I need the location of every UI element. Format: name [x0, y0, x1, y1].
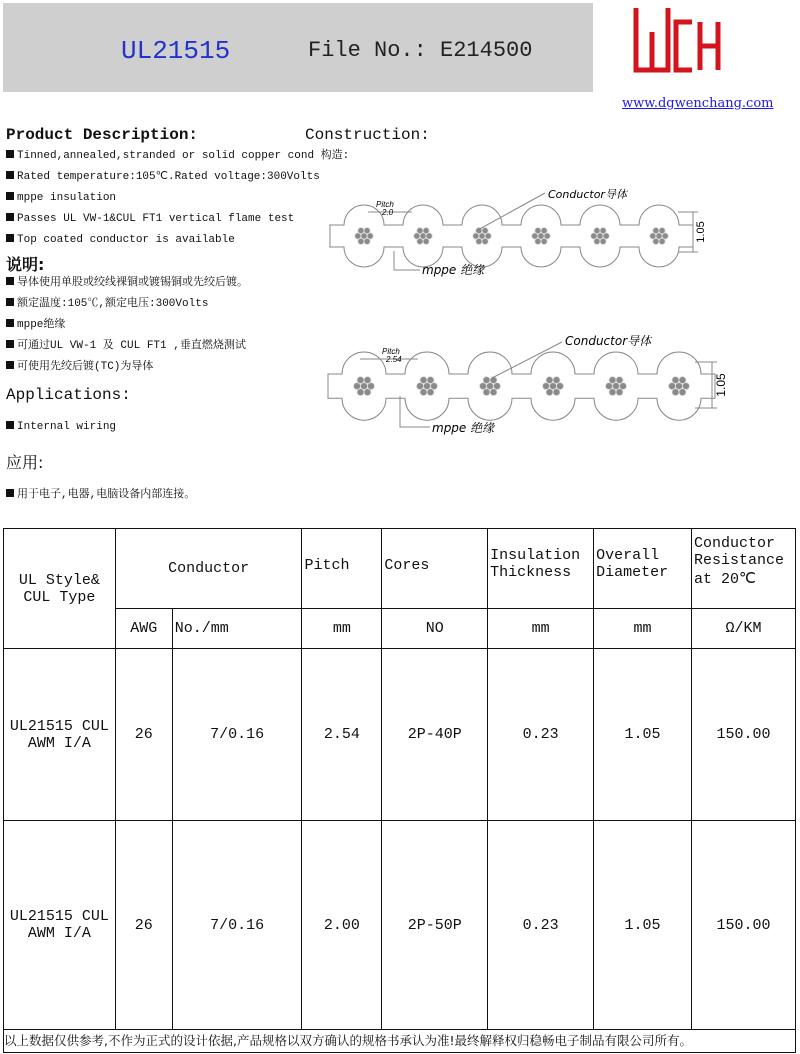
pitch-value: 2.54	[386, 355, 402, 364]
conductor-cores	[355, 228, 669, 245]
header-ul-style: UL Style& CUL Type	[4, 529, 116, 649]
description-title-cn: 说明:	[6, 255, 45, 274]
header-conductor-resistance: Conductor Resistance at 20℃	[691, 529, 795, 609]
pitch-label: Pitch	[376, 200, 394, 209]
conductor-label: Conductor导体	[565, 334, 652, 348]
conductor-label: Conductor导体	[548, 188, 627, 201]
file-number: File No.: E214500	[308, 38, 533, 63]
conductor-core	[543, 377, 564, 396]
cell-style: UL21515 CUL AWM I/A	[4, 821, 116, 1030]
header-conductor: Conductor	[115, 529, 302, 609]
pitch-value: 2.0	[382, 208, 394, 217]
cell-diameter: 1.05	[594, 649, 692, 821]
header-band	[3, 3, 593, 92]
conductor-core	[669, 377, 690, 396]
description-list-cn	[6, 273, 248, 378]
header-pitch: Pitch	[302, 529, 382, 609]
conductor-core	[414, 228, 433, 245]
model-title: UL21515	[121, 36, 231, 66]
list-item: Rated temperature:105℃.Rated voltage:300Volts	[6, 167, 349, 188]
unit-cores: NO	[382, 609, 488, 649]
product-description-title: Product Description:	[6, 126, 199, 144]
insulation-label: mppe 绝缘	[432, 421, 495, 435]
header-overall-diameter: Overall Diameter	[594, 529, 692, 609]
cell-insulation: 0.23	[488, 821, 594, 1030]
unit-resistance: Ω/KM	[691, 609, 795, 649]
conductor-core	[473, 228, 492, 245]
cable-cross-section-diagram-2	[320, 330, 740, 440]
spec-table	[3, 528, 796, 1030]
cell-diameter: 1.05	[594, 821, 692, 1030]
list-item: 可通过UL VW-1 及 CUL FT1 ,垂直燃烧测试	[6, 336, 248, 357]
cell-resistance: 150.00	[691, 821, 795, 1030]
cell-pitch: 2.00	[302, 821, 382, 1030]
list-item: Passes UL VW-1&CUL FT1 vertical flame test	[6, 209, 349, 230]
cell-cores: 2P-50P	[382, 821, 488, 1030]
cell-resistance: 150.00	[691, 649, 795, 821]
conductor-core	[417, 377, 438, 396]
unit-awg: AWG	[115, 609, 172, 649]
cell-no-mm: 7/0.16	[172, 821, 302, 1030]
header-insulation-thickness: Insulation Thickness	[488, 529, 594, 609]
list-item: mppe绝缘	[6, 315, 248, 336]
list-item: Tinned,annealed,stranded or solid copper cond 构造:	[6, 146, 349, 167]
cell-style: UL21515 CUL AWM I/A	[4, 649, 116, 821]
company-logo	[632, 4, 724, 74]
applications-list-cn	[6, 485, 195, 506]
list-item: 额定温度:105℃,额定电压:300Volts	[6, 294, 248, 315]
unit-pitch: mm	[302, 609, 382, 649]
applications-list-en	[6, 417, 116, 438]
conductor-core	[650, 228, 669, 245]
conductor-core	[532, 228, 551, 245]
disclaimer-footer: 以上数据仅供参考,不作为正式的设计依据,产品规格以双方确认的规格书承认为准!最终解释权归稳畅电子制品有限公司所有。	[3, 1030, 796, 1053]
list-item: 导体使用单股或绞线裸铜或镀锡铜或先绞后镀。	[6, 273, 248, 294]
applications-title-cn: 应用:	[6, 453, 44, 472]
diameter-dimension-label: 1.05	[714, 373, 728, 397]
insulation-label: mppe 绝缘	[422, 263, 485, 277]
list-item: Top coated conductor is available	[6, 230, 349, 251]
conductor-core	[354, 377, 375, 396]
table-row	[4, 649, 796, 821]
diameter-dimension-label: 1.05	[695, 221, 707, 243]
conductor-core	[591, 228, 610, 245]
construction-title: Construction:	[305, 126, 430, 144]
cell-pitch: 2.54	[302, 649, 382, 821]
cell-awg: 26	[115, 649, 172, 821]
applications-title: Applications:	[6, 386, 131, 404]
cell-cores: 2P-40P	[382, 649, 488, 821]
list-item: mppe insulation	[6, 188, 349, 209]
cell-insulation: 0.23	[488, 649, 594, 821]
description-list-en	[6, 146, 349, 251]
cable-cross-section-diagram-1	[320, 185, 720, 280]
conductor-core	[480, 377, 501, 396]
list-item: Internal wiring	[6, 417, 116, 438]
list-item: 用于电子,电器,电脑设备内部连接。	[6, 485, 195, 506]
pitch-label: Pitch	[382, 347, 400, 356]
unit-no-mm: No./mm	[172, 609, 302, 649]
list-item: 可使用先绞后镀(TC)为导体	[6, 357, 248, 378]
cell-awg: 26	[115, 821, 172, 1030]
header-cores: Cores	[382, 529, 488, 609]
website-link[interactable]: www.dgwenchang.com	[622, 96, 774, 111]
conductor-cores	[354, 377, 690, 396]
table-row	[4, 821, 796, 1030]
unit-diameter: mm	[594, 609, 692, 649]
cell-no-mm: 7/0.16	[172, 649, 302, 821]
unit-insulation: mm	[488, 609, 594, 649]
conductor-core	[606, 377, 627, 396]
conductor-core	[355, 228, 374, 245]
